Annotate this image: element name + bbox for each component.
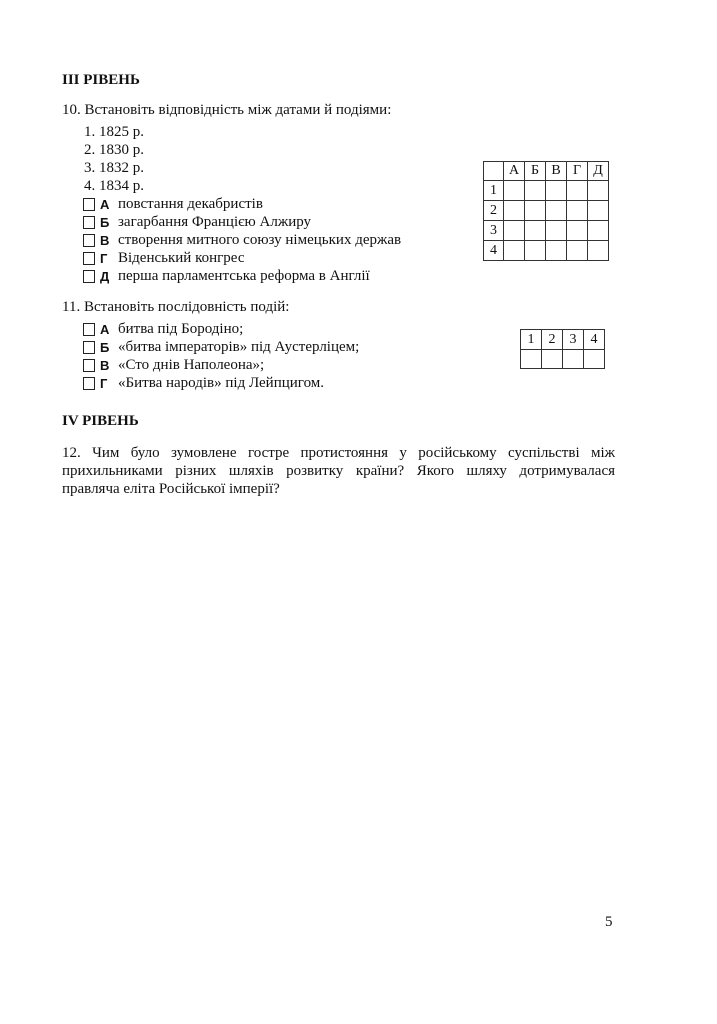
- answer-cell[interactable]: [525, 241, 546, 261]
- answer-cell[interactable]: [584, 350, 605, 369]
- answer-cell[interactable]: [567, 181, 588, 201]
- answer-cell[interactable]: [588, 241, 609, 261]
- q11-option-c-checkbox[interactable]: [83, 359, 95, 372]
- q11-option-a-checkbox[interactable]: [83, 323, 95, 336]
- q10-option-c-text: створення митного союзу німецьких держав: [118, 231, 402, 248]
- q11-option-d-checkbox[interactable]: [83, 377, 95, 390]
- question-12-line: правляча еліта Російської імперії?: [62, 481, 280, 497]
- answer-cell[interactable]: [525, 181, 546, 201]
- q11-option-a: [83, 320, 243, 338]
- question-12-line: 12. Чим було зумовлене гостре протистояння у російському суспільстві між: [62, 445, 615, 461]
- q10-option-a-text: повстання декабристів: [118, 195, 263, 212]
- grid-col-header: 2: [542, 330, 563, 350]
- answer-cell[interactable]: [525, 201, 546, 221]
- q10-option-a-checkbox[interactable]: [83, 198, 95, 211]
- grid-corner-cell: [484, 162, 504, 181]
- grid-col-header: Д: [588, 162, 609, 181]
- question-12-text: [62, 444, 615, 498]
- q10-option-e-letter: Д: [100, 268, 110, 284]
- grid-col-header: В: [546, 162, 567, 181]
- answer-cell[interactable]: [588, 221, 609, 241]
- q11-option-a-letter: А: [100, 321, 110, 337]
- answer-cell[interactable]: [525, 221, 546, 241]
- answer-cell[interactable]: [504, 181, 525, 201]
- q11-option-c-letter: В: [100, 357, 110, 373]
- q10-option-d-letter: Г: [100, 250, 108, 266]
- question-12-line: прихильниками різних шляхів розвитку країни? Якого шляху дотримувалася: [62, 463, 615, 479]
- q10-option-e-text: перша парламентська реформа в Англії: [118, 267, 370, 284]
- answer-cell[interactable]: [504, 221, 525, 241]
- date-item-4: 4. 1834 р.: [84, 178, 144, 194]
- answer-cell[interactable]: [567, 221, 588, 241]
- answer-cell[interactable]: [504, 201, 525, 221]
- answer-cell[interactable]: [546, 221, 567, 241]
- q10-option-c: [83, 231, 401, 249]
- q10-option-c-checkbox[interactable]: [83, 234, 95, 247]
- q10-option-e-checkbox[interactable]: [83, 270, 95, 283]
- section-heading-level-4: IV РІВЕНЬ: [62, 413, 139, 429]
- answer-cell[interactable]: [542, 350, 563, 369]
- grid-col-header: Б: [525, 162, 546, 181]
- q11-option-c: [83, 356, 264, 374]
- grid-col-header: 4: [584, 330, 605, 350]
- answer-cell[interactable]: [504, 241, 525, 261]
- q10-option-d-checkbox[interactable]: [83, 252, 95, 265]
- question-10-prompt: 10. Встановіть відповідність між датами й подіями:: [62, 102, 392, 118]
- answer-cell[interactable]: [546, 181, 567, 201]
- q11-option-d-letter: Г: [100, 375, 108, 391]
- answer-cell[interactable]: [546, 201, 567, 221]
- q11-option-d-text: «Битва народів» під Лейпцигом.: [118, 374, 325, 391]
- q11-option-d: [83, 374, 324, 392]
- grid-row-header: 2: [484, 201, 504, 221]
- answer-cell[interactable]: [588, 181, 609, 201]
- q10-answer-grid: [483, 161, 609, 261]
- q11-option-b-checkbox[interactable]: [83, 341, 95, 354]
- date-item-1: 1. 1825 р.: [84, 124, 144, 140]
- q11-option-c-text: «Сто днів Наполеона»;: [118, 356, 265, 373]
- answer-cell[interactable]: [546, 241, 567, 261]
- q10-option-a: [83, 195, 263, 213]
- answer-cell[interactable]: [521, 350, 542, 369]
- q10-option-a-letter: А: [100, 196, 110, 212]
- q10-option-b: [83, 213, 311, 231]
- q10-option-e: [83, 267, 370, 285]
- answer-cell[interactable]: [567, 241, 588, 261]
- section-heading-level-3: III РІВЕНЬ: [62, 72, 140, 88]
- grid-col-header: 3: [563, 330, 584, 350]
- answer-cell[interactable]: [588, 201, 609, 221]
- grid-col-header: Г: [567, 162, 588, 181]
- grid-row-header: 4: [484, 241, 504, 261]
- q10-option-b-text: загарбання Францією Алжиру: [118, 213, 312, 230]
- answer-cell[interactable]: [563, 350, 584, 369]
- date-item-2: 2. 1830 р.: [84, 142, 144, 158]
- q11-option-a-text: битва під Бородіно;: [118, 320, 244, 337]
- grid-row-header: 1: [484, 181, 504, 201]
- q10-option-b-letter: Б: [100, 214, 110, 230]
- grid-col-header: А: [504, 162, 525, 181]
- q11-option-b-letter: Б: [100, 339, 110, 355]
- date-item-3: 3. 1832 р.: [84, 160, 144, 176]
- q10-option-b-checkbox[interactable]: [83, 216, 95, 229]
- q11-option-b-text: «битва імператорів» під Аустерліцем;: [118, 338, 360, 355]
- grid-row-header: 3: [484, 221, 504, 241]
- answer-cell[interactable]: [567, 201, 588, 221]
- question-11-prompt: 11. Встановіть послідовність подій:: [62, 299, 290, 315]
- q10-option-d: [83, 249, 244, 267]
- q10-option-d-text: Віденський конгрес: [118, 249, 245, 266]
- page-number: 5: [605, 914, 613, 930]
- q11-answer-grid: [520, 329, 605, 369]
- grid-col-header: 1: [521, 330, 542, 350]
- q10-option-c-letter: В: [100, 232, 110, 248]
- q11-option-b: [83, 338, 359, 356]
